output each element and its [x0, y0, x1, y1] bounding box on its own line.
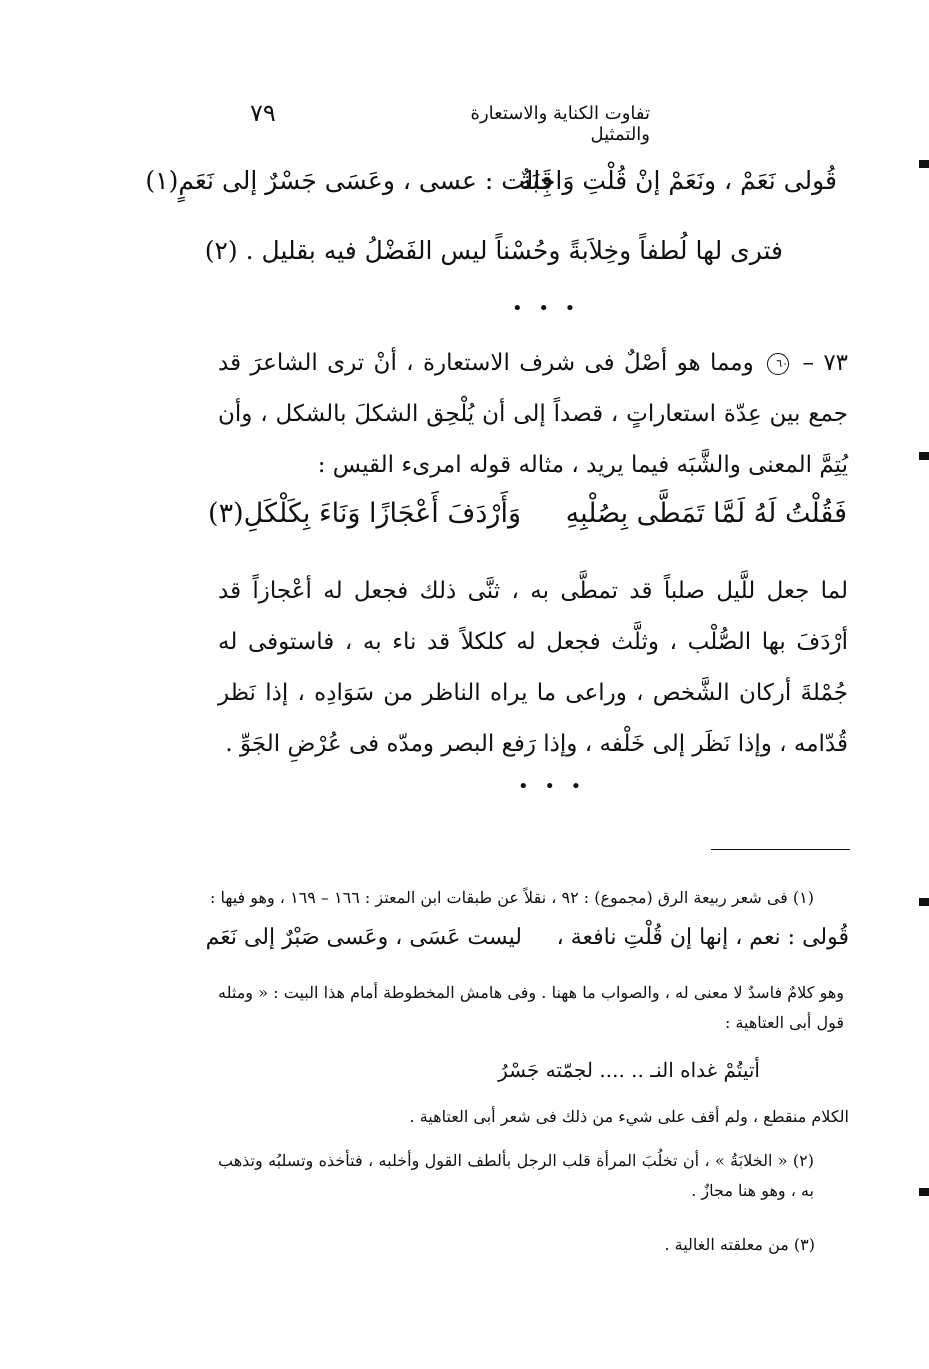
footnote-1: (١) فى شعر ربيعة الرق (مجموع) : ٩٢ ، نقلاً عن طبقات ابن المعتز : ١٦٦ – ١٦٩ ، وهو فيها : [210, 888, 814, 907]
section-73-paragraph [218, 338, 848, 491]
footnote-1-verse-second: ليست عَسَى ، وعَسى صَبْرٌ إلى نَعَم [205, 925, 522, 950]
verse1-commentary-line: فترى لها لُطفاً وخِلاَبةً وحُسْناً ليس الفَضْلُ فيه بقليل . (٢) [204, 236, 783, 265]
verse1-hemistich-first: قُولى نَعَمْ ، ونَعَمْ إنْ قُلْتِ وَاجِبَةٌ [519, 166, 837, 195]
verse2-hemistich-first: فَقُلْتُ لَهُ لَمَّا تَمَطَّى بِصُلْبِهِ [565, 498, 847, 529]
section-number: ٧٣ – [802, 350, 849, 376]
footnote-1-verse-2: أتيتُمْ غداه النـ .. .... لجمّته جَسْرُ [498, 1058, 760, 1082]
scan-margin-mark [919, 452, 929, 460]
explanation-paragraph: لما جعل للَّيل صلباً قد تمطَّى به ، ثنَّى ذلك فجعل له أعْجازاً قد أرْدَفَ بها الصُّلْب ، وثلَّث فجعل له كلكلاً قد ناء به ، فاستوفى له جُمْلةَ أركان الشَّخص ، وراعى ما يراه الناظر من سَوَادِه ، إذا نَظر قُدّامه ، وإذا نَظَر إلى خَلْفه ، وإذا رَفع البصر ومدّه فى عُرْضِ الجَوِّ . [218, 578, 848, 757]
footnote-1-verse-first: قُولى : نعم ، إنها إن قُلْتِ نافعة ، [556, 925, 849, 950]
page-number: ٧٩ [250, 99, 276, 127]
section-73-text: ومما هو أصْلٌ فى شرف الاستعارة ، أنْ ترى الشاعرَ قد جمع بين عِدّة استعاراتٍ ، قصداً إلى أن يُلْحِق الشكلَ بالشكل ، وأن يُتِمَّ المعنى والشَّبَه فيما يريد ، مثاله قوله امرىء القيس : [218, 350, 848, 478]
footnote-1-tail: الكلام منقطع ، ولم أقف على شيء من ذلك فى شعر أبى العتاهية . [409, 1107, 849, 1126]
manuscript-folio-marker: ٦٠ [767, 353, 789, 375]
footnote-3: (٣) من معلقته الغالية . [664, 1235, 815, 1254]
verse1-hemistich-second: قَالت : عسى ، وعَسَى جَسْرٌ إلى نَعَمٍ(١) [145, 166, 553, 195]
footnote-divider [711, 849, 850, 850]
section-separator: • • • [512, 298, 581, 319]
running-header-title: تفاوت الكناية والاستعارة والتمثيل [470, 103, 650, 145]
scan-margin-mark [919, 160, 929, 168]
scan-margin-mark [919, 898, 929, 906]
scan-margin-mark [919, 1188, 929, 1196]
verse2-hemistich-second: وَأَرْدَفَ أَعْجَازًا وَنَاءَ بِكَلْكَلِ(٣) [208, 498, 521, 529]
footnote-1-note: وهو كلامٌ فاسدٌ لا معنى له ، والصواب ما ههنا . وفى هامش المخطوطة أمام هذا البيت : « ومثله قول أبى العتاهية : [218, 983, 844, 1032]
footnote-2: (٢) « الخلابَةُ » ، أن تخلُبَ المرأة قلب الرجل بألطف القول وأخلبه ، فتأخذه وتسلبُه وتذهب به ، وهو هنا مجازٌ . [218, 1151, 814, 1200]
section-separator-2: • • • [518, 776, 587, 797]
